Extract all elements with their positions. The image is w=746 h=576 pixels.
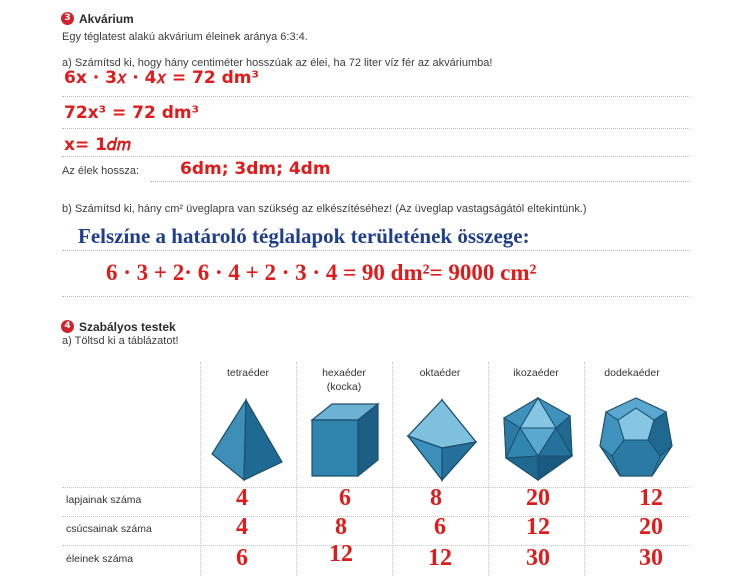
table-cell: 4 bbox=[236, 514, 248, 540]
table-cell: 4 bbox=[236, 485, 248, 511]
table-divider bbox=[392, 362, 393, 576]
table-cell: 6 bbox=[236, 545, 248, 571]
writing-line bbox=[62, 156, 690, 157]
section-4-instruction: a) Töltsd ki a táblázatot! bbox=[62, 335, 179, 347]
column-header-name: oktaéder bbox=[419, 367, 461, 379]
section-3-number-badge: 3 bbox=[61, 12, 74, 25]
table-cell: 12 bbox=[428, 545, 452, 571]
row-label-faces: lapjainak száma bbox=[66, 494, 142, 506]
octahedron-image bbox=[402, 396, 482, 484]
table-cell: 8 bbox=[335, 514, 347, 540]
edges-label: Az élek hossza: bbox=[62, 165, 140, 177]
column-header-name: tetraéder bbox=[226, 367, 270, 379]
writing-line bbox=[62, 250, 690, 251]
answer-line-1: 6x · 3𝑥 · 4𝑥 = 72 dm³ bbox=[64, 68, 259, 88]
edges-answer: 6dm; 3dm; 4dm bbox=[180, 159, 331, 179]
table-cell: 30 bbox=[526, 545, 550, 571]
table-cell: 12 bbox=[329, 541, 353, 567]
section-3-intro: Egy téglatest alakú akvárium éleinek aránya 6:3:4. bbox=[62, 31, 308, 43]
part-a-question: a) Számítsd ki, hogy hány centiméter hosszúak az élei, ha 72 liter víz fér az akváriumba! bbox=[62, 57, 493, 69]
table-divider bbox=[62, 516, 690, 517]
table-cell: 6 bbox=[339, 485, 351, 511]
table-divider bbox=[488, 362, 489, 576]
column-header-icosahedron bbox=[488, 366, 584, 380]
column-header-name: ikozaéder bbox=[513, 367, 559, 379]
icosahedron-image bbox=[498, 394, 578, 484]
surface-calculation: 6 · 3 + 2· 6 · 4 + 2 · 3 · 4 = 90 dm²= 9000 cm² bbox=[106, 260, 537, 285]
table-cell: 6 bbox=[434, 514, 446, 540]
writing-line bbox=[62, 96, 690, 97]
section-4-title: Szabályos testek bbox=[79, 320, 176, 334]
column-header-subtitle: (kocka) bbox=[326, 381, 362, 393]
column-header-name: dodekaéder bbox=[604, 367, 660, 379]
section-4-number-badge: 4 bbox=[61, 320, 74, 333]
writing-line bbox=[62, 296, 690, 297]
table-cell: 30 bbox=[639, 545, 663, 571]
column-header-name: hexaéder bbox=[322, 367, 366, 379]
table-cell: 8 bbox=[430, 485, 442, 511]
table-cell: 12 bbox=[639, 485, 663, 511]
table-cell: 20 bbox=[639, 514, 663, 540]
table-cell: 12 bbox=[526, 514, 550, 540]
dodecahedron-image bbox=[596, 394, 676, 484]
answer-line-3: x= 1𝑑𝑚 bbox=[64, 135, 131, 155]
table-divider bbox=[296, 362, 297, 576]
column-header-tetrahedron bbox=[200, 366, 296, 380]
column-header-hexahedron bbox=[296, 366, 392, 394]
table-divider bbox=[62, 487, 690, 488]
part-b-question: b) Számítsd ki, hány cm² üveglapra van szükség az elkészítéséhez! (Az üveglap vastagságától eltekintünk.) bbox=[62, 203, 587, 215]
row-label-vertices: csúcsainak száma bbox=[66, 523, 152, 535]
writing-line bbox=[62, 128, 690, 129]
writing-line bbox=[150, 181, 690, 182]
column-header-octahedron bbox=[392, 366, 488, 380]
row-label-edges: éleinek száma bbox=[66, 553, 134, 565]
answer-line-2: 72x³ = 72 dm³ bbox=[64, 103, 200, 123]
section-3-title: Akvárium bbox=[79, 12, 134, 26]
tetrahedron-image bbox=[208, 396, 288, 484]
table-divider bbox=[200, 362, 201, 576]
table-divider bbox=[62, 545, 690, 546]
table-cell: 20 bbox=[526, 485, 550, 511]
cube-image bbox=[306, 400, 386, 482]
table-divider bbox=[584, 362, 585, 576]
surface-statement: Felszíne a határoló téglalapok területének összege: bbox=[78, 224, 530, 248]
column-header-dodecahedron bbox=[584, 366, 680, 380]
